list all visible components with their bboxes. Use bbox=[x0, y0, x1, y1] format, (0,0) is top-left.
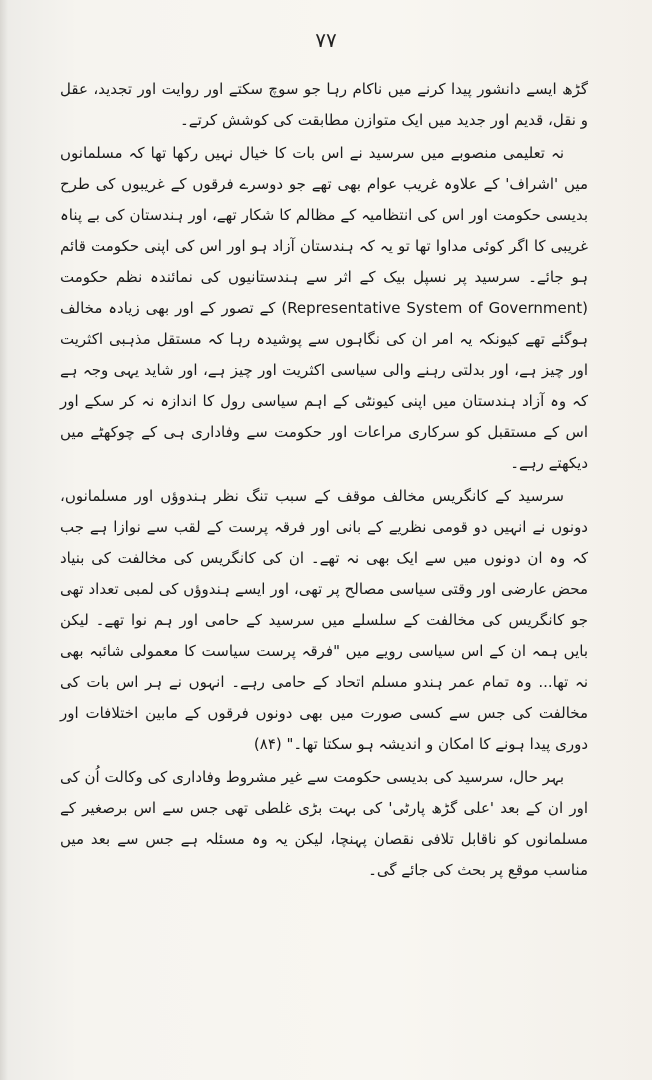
paragraph-1: گڑھ ایسے دانشور پیدا کرنے میں ناکام رہا جو سوچ سکتے اور روایت اور تجدید، عقل و نقل، قدیم اور جدید میں ایک متوازن مطابقت کی کوشش کرتے۔ bbox=[60, 80, 588, 129]
paragraph-2: نہ تعلیمی منصوبے میں سرسید نے اس بات کا خیال نہیں رکھا تھا کہ مسلمانوں میں 'اشراف' کے علاوہ غریب عوام بھی تھے جو دوسرے فرقوں کے غریبوں کی طرح بدیسی حکومت اور اس کی انتظامیہ کے مظالم کا شکار تھے، اور ہندستان کی بے پناہ غریبی کا اگر کوئی مداوا تھا تو یہ کہ ہندستان آزاد ہو اور اس کی اپنی حکومت قائم ہو جائے۔ سرسید پر نسپل بیک کے اثر سے ہندستانیوں کی نمائندہ نظم حکومت (Representative System of Government) کے تصور کے اور بھی زیادہ مخالف ہوگئے تھے کیونکہ یہ امر ان کی نگاہوں سے پوشیدہ رہا کہ مستقل مذہبی اکثریت اور چیز ہے، اور بدلتی رہنے والی سیاسی اکثریت اور چیز ہے، اور شاید یہی وجہ ہے کہ وہ آزاد ہندستان میں اپنی کیونٹی کے اہم سیاسی رول کا اندازہ نہ کر سکے اور اس کے مستقبل کو سرکاری مراعات اور حکومت سے وفاداری ہی کے چوکھٹے میں دیکھتے رہے۔ bbox=[60, 144, 588, 472]
body-text bbox=[60, 74, 588, 886]
page-binding-shadow bbox=[0, 0, 8, 1080]
paragraph-4: بہر حال، سرسید کی بدیسی حکومت سے غیر مشروط وفاداری کی وکالت اُن کی اور ان کے بعد 'علی گڑھ پارٹی' کی بہت بڑی غلطی تھی جس سے اس برصغیر کے مسلمانوں کو ناقابل تلافی نقصان پہنچا، لیکن یہ وہ مسئلہ ہے جس سے بعد میں مناسب موقع پر بحث کی جائے گی۔ bbox=[60, 768, 588, 879]
page-number: ۷۷ bbox=[315, 28, 337, 52]
paragraph-3: سرسید کے کانگریس مخالف موقف کے سبب تنگ نظر ہندوؤں اور مسلمانوں، دونوں نے انہیں دو قومی نظریے کے بانی اور فرقہ پرست کے لقب سے نوازا ہے جب کہ وہ ان دونوں میں سے ایک بھی نہ تھے۔ ان کی کانگریس کی مخالفت کی بنیاد محض عارضی اور وقتی سیاسی مصالح پر تھی، اور ایسے ہندوؤں کی لمبی تعداد تھی جو کانگریس کی مخالفت کے سلسلے میں سرسید کے حامی اور ہم نوا تھے۔ لیکن بایں ہمہ ان کے اس سیاسی رویے میں "فرقہ پرست سیاست کا معمولی شائبہ بھی نہ تھا... وہ تمام عمر ہندو مسلم اتحاد کے حامی رہے۔ انہوں نے ہر اس بات کی مخالفت کی جس سے کسی صورت میں بھی دونوں فرقوں کے مابین اختلافات اور دوری پیدا ہونے کا امکان و اندیشہ ہو سکتا تھا۔" (۸۴) bbox=[60, 487, 588, 753]
